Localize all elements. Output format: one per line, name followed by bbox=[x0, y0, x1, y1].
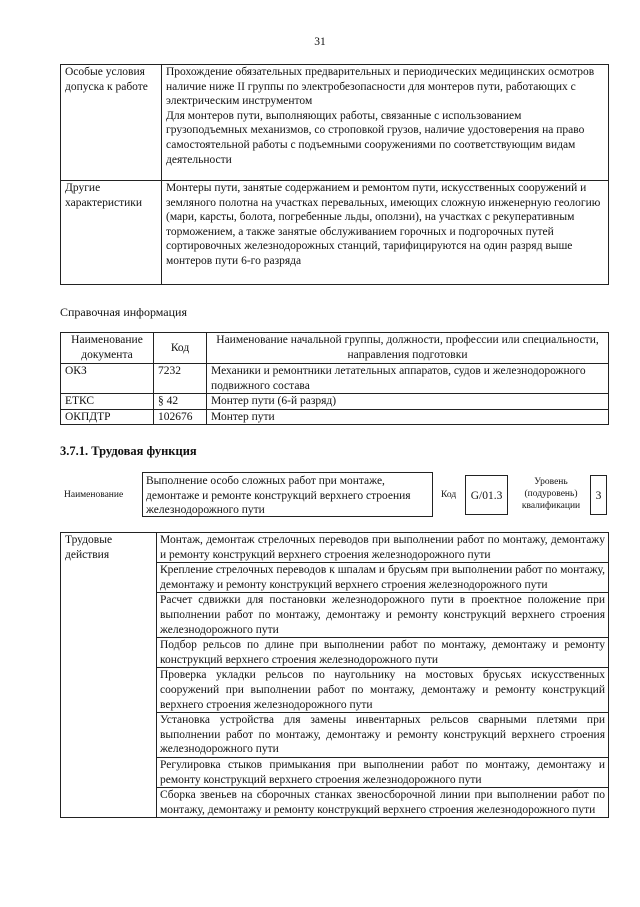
work-actions-table bbox=[60, 532, 609, 818]
row-value bbox=[162, 181, 609, 285]
qualification-level-label: Уровень (подуровень) квалификации bbox=[521, 477, 581, 511]
conditions-table bbox=[60, 64, 609, 285]
paragraph: Монтеры пути, занятые содержанием и ремонтом пути, искусственных сооружений и земляного полотна на участках перевальных, имеющих сложную инженерную геологию (мари, карсты, болота, погребенные льды, оползни), на участках с рекуперативным торможением, а также занятые обслуживанием горочных и подгорочных путей сортировочных железнодорожных станций, тарифицируются на один разряд выше монтеров пути 6-го разряда bbox=[166, 182, 601, 267]
page-number: 31 bbox=[314, 36, 326, 48]
table-row bbox=[61, 65, 609, 181]
action-item: Регулировка стыков примыкания при выполнении работ по монтажу, демонтажу и ремонту конструкций верхнего строения железнодорожного пути bbox=[157, 757, 609, 787]
reference-table bbox=[60, 332, 609, 425]
column-header: Наименование начальной группы, должности, профессии или специальности, направления подготовки bbox=[207, 333, 609, 364]
table-cell: ЕТКС bbox=[61, 394, 154, 410]
paragraph: Прохождение обязательных предварительных и периодических медицинских осмотров bbox=[166, 66, 595, 78]
column-header: Наименование документа bbox=[61, 333, 154, 364]
row-label: Трудовые действия bbox=[61, 533, 157, 818]
paragraph: Для монтеров пути, выполняющих работы, связанные с использованием грузоподъемных механизмов, со строповкой грузов, наличие удостоверения на право самостоятельной работы с подъемными сооружениями по соответствующим видам деятельности bbox=[166, 109, 585, 166]
table-cell: ОКЗ bbox=[61, 364, 154, 394]
row-label: Другие характеристики bbox=[61, 181, 162, 285]
function-code-label: Код bbox=[441, 490, 457, 500]
table-cell: § 42 bbox=[154, 394, 207, 410]
action-item: Монтаж, демонтаж стрелочных переводов при выполнении работ по монтажу, демонтажу и ремонту конструкций верхнего строения железнодорожного пути bbox=[157, 533, 609, 563]
action-item: Установка устройства для замены инвентарных рельсов сварными плетями при выполнении работ по монтажу, демонтажу и ремонту конструкций верхнего строения железнодорожного пути bbox=[157, 713, 609, 758]
action-item: Сборка звеньев на сборочных станках звеносборочной линии при выполнении работ по монтажу, демонтажу и ремонту конструкций верхнего строения железнодорожного пути bbox=[157, 788, 609, 818]
column-header: Код bbox=[154, 333, 207, 364]
table-cell: ОКПДТР bbox=[61, 409, 154, 425]
paragraph: наличие ниже II группы по электробезопасности для монтеров пути, работающих с электрическим инструментом bbox=[166, 80, 576, 108]
table-cell: 102676 bbox=[154, 409, 207, 425]
table-cell: 7232 bbox=[154, 364, 207, 394]
function-name-label: Наименование bbox=[64, 490, 124, 500]
function-name: Выполнение особо сложных работ при монтаже, демонтаже и ремонте конструкций верхнего строения железнодорожного пути bbox=[142, 472, 433, 517]
table-row bbox=[61, 533, 609, 563]
action-item: Проверка укладки рельсов по наугольнику на мостовых брусьях искусственных сооружений при выполнении работ по монтажу, демонтажу и ремонту конструкций верхнего строения железнодорожного пути bbox=[157, 668, 609, 713]
reference-title: Справочная информация bbox=[60, 305, 187, 319]
table-header-row bbox=[61, 333, 609, 364]
row-label: Особые условия допуска к работе bbox=[61, 65, 162, 181]
table-row bbox=[61, 181, 609, 285]
function-heading: 3.7.1. Трудовая функция bbox=[60, 444, 197, 458]
action-item: Расчет сдвижки для постановки железнодорожного пути в проектное положение при выполнении работ по монтажу, демонтажу и ремонту конструкций верхнего строения железнодорожного пути bbox=[157, 593, 609, 638]
table-cell: Монтер пути (6-й разряд) bbox=[207, 394, 609, 410]
qualification-level: 3 bbox=[590, 475, 607, 515]
row-value bbox=[162, 65, 609, 181]
table-row bbox=[61, 394, 609, 410]
table-row bbox=[61, 409, 609, 425]
table-row bbox=[61, 364, 609, 394]
action-item: Подбор рельсов по длине при выполнении работ по монтажу, демонтажу и ремонту конструкций верхнего строения железнодорожного пути bbox=[157, 638, 609, 668]
table-cell: Механики и ремонтники летательных аппаратов, судов и железнодорожного подвижного состава bbox=[207, 364, 609, 394]
action-item: Крепление стрелочных переводов к шпалам и брусьям при выполнении работ по монтажу, демонтажу и ремонту конструкций верхнего строения железнодорожного пути bbox=[157, 563, 609, 593]
table-cell: Монтер пути bbox=[207, 409, 609, 425]
function-code: G/01.3 bbox=[465, 475, 508, 515]
